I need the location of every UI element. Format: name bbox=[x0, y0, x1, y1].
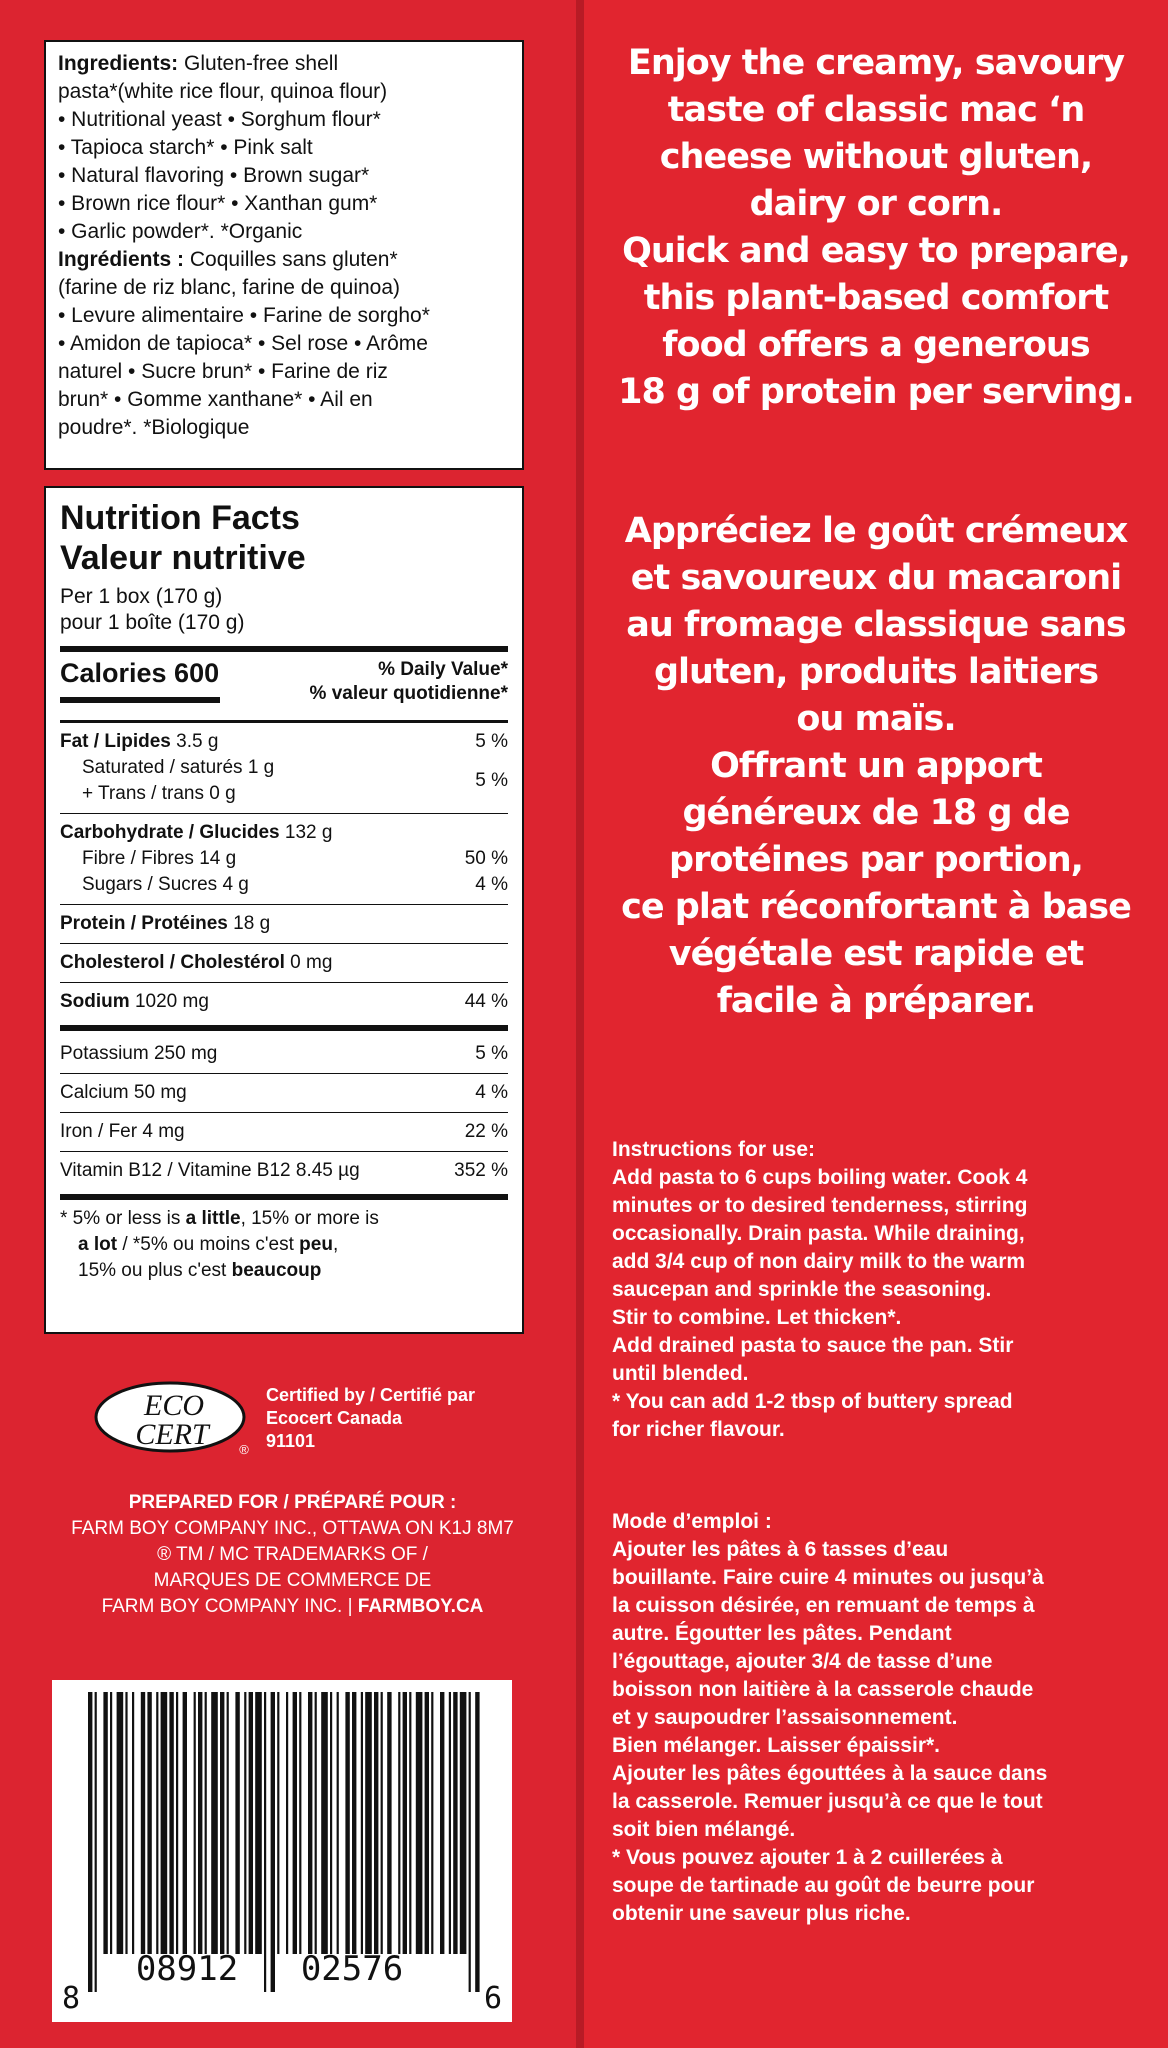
barcode-bar bbox=[315, 1692, 317, 1954]
barcode-bar bbox=[440, 1692, 444, 1954]
ingredients-box bbox=[44, 40, 524, 470]
fibre-label: Fibre / Fibres 14 g bbox=[82, 848, 237, 869]
barcode-bar bbox=[117, 1692, 124, 1954]
barcode-bar bbox=[205, 1692, 207, 1954]
calories-row bbox=[60, 658, 508, 720]
certification-text bbox=[266, 1384, 475, 1453]
instructions-en-title: Instructions for use: bbox=[612, 1138, 816, 1161]
instructions-line: soit bien mélangé. bbox=[612, 1818, 796, 1841]
box-fold bbox=[576, 0, 584, 2048]
fibre-dv: 50 % bbox=[464, 848, 508, 869]
nutrition-title-fr: Valeur nutritive bbox=[60, 539, 306, 577]
ingredients-fr-line: • Levure alimentaire • Farine de sorgho* bbox=[58, 304, 430, 327]
tagline-line: généreux de 18 g de bbox=[682, 793, 1070, 833]
cert-line: Ecocert Canada bbox=[266, 1408, 403, 1428]
tagline-line: ou maïs. bbox=[796, 699, 956, 739]
instructions-fr-title: Mode d’emploi : bbox=[612, 1510, 772, 1533]
barcode-bar bbox=[103, 1692, 107, 1954]
instructions-line: * Vous pouvez ajouter 1 à 2 cuillerées à bbox=[612, 1846, 1003, 1869]
daily-value-header bbox=[310, 658, 508, 706]
instructions-line: * You can add 1-2 tbsp of buttery spread bbox=[612, 1390, 1013, 1413]
iron-label: Iron / Fer 4 mg bbox=[60, 1121, 185, 1142]
carb-block bbox=[60, 814, 508, 904]
barcode-bar bbox=[286, 1692, 288, 1954]
fat-dv: 5 % bbox=[475, 731, 508, 752]
ingredients-en-line: • Nutritional yeast • Sorghum flour* bbox=[58, 108, 381, 131]
barcode-bar bbox=[176, 1692, 178, 1954]
prepared-line: ® TM / MC TRADEMARKS OF / bbox=[157, 1544, 428, 1565]
instructions-line: minutes or to desired tenderness, stirring bbox=[612, 1194, 1028, 1217]
nutrition-facts-table bbox=[44, 486, 524, 1334]
sugars-dv: 4 % bbox=[475, 874, 508, 895]
footnote-bold: peu bbox=[299, 1234, 333, 1255]
divider bbox=[60, 1194, 508, 1200]
ingredients-en-line: • Natural flavoring • Brown sugar* bbox=[58, 164, 370, 187]
prepared-heading: PREPARED FOR / PRÉPARÉ POUR : bbox=[128, 1492, 457, 1513]
barcode-bar bbox=[264, 1692, 266, 1992]
barcode-digit-left: 8 bbox=[62, 1981, 81, 2016]
tagline-line: au fromage classique sans bbox=[626, 605, 1126, 645]
barcode-bar bbox=[330, 1692, 332, 1954]
tagline-line: this plant-based comfort bbox=[643, 278, 1109, 318]
ecocert-logo-bottom: CERT bbox=[135, 1418, 209, 1451]
carb-amount: 132 g bbox=[284, 822, 333, 843]
nutrition-title-en: Nutrition Facts bbox=[60, 499, 300, 537]
dv-en: % Daily Value* bbox=[378, 659, 508, 680]
tagline-line: gluten, produits laitiers bbox=[653, 652, 1099, 692]
barcode-bar bbox=[337, 1692, 339, 1954]
barcode-bar bbox=[381, 1692, 383, 1954]
barcode-bar bbox=[194, 1692, 196, 1954]
tagline-line: Quick and easy to prepare, bbox=[622, 231, 1130, 271]
tagline-line: et savoureux du macaroni bbox=[630, 558, 1122, 598]
barcode-bar bbox=[361, 1692, 363, 1954]
instructions-line: Ajouter les pâtes à 6 tasses d’eau bbox=[612, 1538, 949, 1561]
prepared-line bbox=[20, 1594, 565, 1620]
barcode-digit-right: 6 bbox=[484, 1981, 503, 2016]
barcode-bar bbox=[409, 1692, 411, 1954]
calcium-row bbox=[60, 1074, 508, 1112]
barcode-bar bbox=[235, 1692, 239, 1954]
instructions-fr bbox=[612, 1508, 1152, 1928]
barcode-bar bbox=[147, 1692, 151, 1954]
prepared-for-block bbox=[20, 1490, 565, 1620]
ingredients-en-line: pasta*(white rice flour, quinoa flour) bbox=[58, 80, 388, 103]
footnote-bold: beaucoup bbox=[231, 1260, 322, 1281]
sugars-label: Sugars / Sucres 4 g bbox=[82, 874, 249, 895]
carb-label: Carbohydrate / Glucides bbox=[60, 822, 280, 843]
serving-size bbox=[60, 584, 508, 636]
fat-amount: 3.5 g bbox=[176, 731, 219, 752]
saturated-label: Saturated / saturés 1 g bbox=[82, 757, 275, 778]
sodium-dv: 44 % bbox=[464, 991, 508, 1012]
barcode-bar bbox=[255, 1692, 262, 1954]
calcium-dv: 4 % bbox=[475, 1082, 508, 1103]
ingredients-fr-line: • Amidon de tapioca* • Sel rose • Arôme bbox=[58, 332, 428, 355]
footnote-text: 15% ou plus c'est bbox=[78, 1260, 232, 1281]
ingredients-en-line: • Garlic powder*. *Organic bbox=[58, 220, 303, 243]
tagline-line: 18 g of protein per serving. bbox=[618, 372, 1134, 412]
ingredients-fr-line: brun* • Gomme xanthane* • Ail en bbox=[58, 388, 373, 411]
ecocert-logo-top: ECO bbox=[144, 1389, 204, 1422]
instructions-line: l’égouttage, ajouter 3/4 de tasse d’une bbox=[612, 1650, 993, 1673]
protein-label: Protein / Protéines bbox=[60, 913, 228, 934]
barcode-bar bbox=[244, 1692, 246, 1954]
iron-dv: 22 % bbox=[464, 1121, 508, 1142]
footnote-bold: a lot bbox=[78, 1234, 118, 1255]
footnote-text: , bbox=[332, 1234, 339, 1255]
instructions-line: et y saupoudrer l’assaisonnement. bbox=[612, 1706, 958, 1729]
ingredients-en-line: Gluten-free shell bbox=[184, 52, 339, 75]
saturated-dv: 5 % bbox=[475, 770, 508, 791]
barcode-graphic bbox=[52, 1680, 512, 2022]
ingredients-fr bbox=[58, 246, 510, 442]
barcode-bar bbox=[431, 1692, 433, 1954]
ingredients-fr-line: naturel • Sucre brun* • Farine de riz bbox=[58, 360, 388, 383]
instructions-line: saucepan and sprinkle the seasoning. bbox=[612, 1278, 992, 1301]
footnote-text: / *5% ou moins c'est bbox=[117, 1234, 300, 1255]
ingredients-fr-line: Coquilles sans gluten* bbox=[189, 248, 398, 271]
barcode-bar bbox=[374, 1692, 378, 1954]
iron-row bbox=[60, 1113, 508, 1151]
instructions-line: Stir to combine. Let thicken*. bbox=[612, 1306, 902, 1329]
barcode-bar bbox=[211, 1692, 218, 1954]
cert-line: Certified by / Certifié par bbox=[266, 1385, 476, 1405]
tagline-line: facile à préparer. bbox=[716, 981, 1036, 1021]
ingredients-en bbox=[58, 50, 510, 246]
ingredients-en-line: • Tapioca starch* • Pink salt bbox=[58, 136, 313, 159]
instructions-line: occasionally. Drain pasta. While draining, bbox=[612, 1222, 1025, 1245]
sodium-row bbox=[60, 983, 508, 1021]
cholesterol-label: Cholesterol / Cholestérol bbox=[60, 952, 285, 973]
instructions-line: Add pasta to 6 cups boiling water. Cook 4 bbox=[612, 1166, 1028, 1189]
ecocert-reg-mark: ® bbox=[239, 1442, 249, 1456]
ingredients-en-title: Ingredients: bbox=[58, 52, 179, 75]
instructions-line: la casserole. Remuer jusqu’à ce que le tout bbox=[612, 1790, 1043, 1813]
barcode-bar bbox=[321, 1692, 328, 1954]
potassium-dv: 5 % bbox=[475, 1043, 508, 1064]
barcode-bar bbox=[449, 1692, 451, 1954]
tagline-line: végétale est rapide et bbox=[668, 934, 1084, 974]
potassium-row bbox=[60, 1035, 508, 1073]
footnote-text: , 15% or more is bbox=[240, 1208, 379, 1229]
barcode-bar bbox=[95, 1692, 97, 1992]
daily-value-footnote bbox=[60, 1206, 508, 1284]
tagline-line: Offrant un apport bbox=[710, 746, 1042, 786]
instructions-line: soupe de tartinade au goût de beurre pour bbox=[612, 1874, 1035, 1897]
instructions-line: la cuisson désirée, en remuant de temps à bbox=[612, 1594, 1035, 1617]
instructions-line: autre. Égoutter les pâtes. Pendant bbox=[612, 1622, 952, 1645]
tagline-line: Appréciez le goût crémeux bbox=[624, 511, 1128, 551]
protein-row bbox=[60, 905, 508, 943]
barcode-bar bbox=[403, 1692, 407, 1954]
instructions-line: for richer flavour. bbox=[612, 1418, 785, 1441]
barcode-bars bbox=[88, 1692, 480, 1992]
tagline-fr bbox=[596, 508, 1156, 1025]
serving-en: Per 1 box (170 g) bbox=[60, 585, 223, 608]
cert-line: 91101 bbox=[266, 1431, 316, 1451]
instructions-line: until blended. bbox=[612, 1362, 749, 1385]
barcode-bar bbox=[453, 1692, 457, 1954]
serving-fr: pour 1 boîte (170 g) bbox=[60, 611, 245, 634]
calories-label: Calories 600 bbox=[60, 658, 220, 688]
ingredients-en-line: • Brown rice flour* • Xanthan gum* bbox=[58, 192, 378, 215]
barcode-bar bbox=[277, 1692, 279, 1954]
trans-label: + Trans / trans 0 g bbox=[82, 783, 236, 804]
ingredients-fr-line: poudre*. *Biologique bbox=[58, 416, 250, 439]
barcode-bar bbox=[475, 1692, 479, 1992]
b12-row bbox=[60, 1152, 508, 1190]
barcode-bar bbox=[387, 1692, 391, 1954]
barcode-group-1: 08912 bbox=[135, 1949, 239, 1989]
barcode-bar bbox=[183, 1692, 187, 1954]
barcode-group-2: 02576 bbox=[300, 1949, 404, 1989]
barcode-bar bbox=[141, 1692, 145, 1954]
cholesterol-row bbox=[60, 944, 508, 982]
barcode-bar bbox=[249, 1692, 253, 1954]
prepared-company: FARM BOY COMPANY INC. | bbox=[101, 1596, 358, 1617]
b12-label: Vitamin B12 / Vitamine B12 8.45 µg bbox=[60, 1160, 360, 1181]
barcode-bar bbox=[156, 1692, 158, 1954]
barcode-bar bbox=[88, 1692, 92, 1992]
barcode-bar bbox=[352, 1692, 356, 1954]
instructions-line: boisson non laitière à la casserole chaude bbox=[612, 1678, 1034, 1701]
tagline-en bbox=[596, 40, 1156, 416]
footnote-bold: a little bbox=[185, 1208, 241, 1229]
footnote-text: * 5% or less is bbox=[60, 1208, 186, 1229]
barcode-bar bbox=[220, 1692, 224, 1954]
barcode-bar bbox=[125, 1692, 127, 1954]
barcode-bar bbox=[365, 1692, 372, 1954]
tagline-line: protéines par portion, bbox=[669, 840, 1083, 880]
barcode-bar bbox=[299, 1692, 301, 1954]
prepared-website: FARMBOY.CA bbox=[357, 1596, 484, 1617]
barcode-bar bbox=[110, 1692, 112, 1954]
ecocert-logo bbox=[94, 1378, 254, 1456]
tagline-line: food offers a generous bbox=[662, 325, 1090, 365]
tagline-line: ce plat réconfortant à base bbox=[621, 887, 1131, 927]
barcode-bar bbox=[425, 1692, 429, 1954]
barcode-bar bbox=[169, 1692, 173, 1954]
barcode-bar bbox=[345, 1692, 349, 1954]
barcode-bar bbox=[132, 1692, 134, 1954]
instructions-line: bouillante. Faire cuire 4 minutes ou jusqu’à bbox=[612, 1566, 1044, 1589]
sodium-label: Sodium bbox=[60, 991, 130, 1012]
calories-bar bbox=[60, 697, 220, 703]
prepared-line: FARM BOY COMPANY INC., OTTAWA ON K1J 8M7 bbox=[71, 1518, 514, 1539]
prepared-line: MARQUES DE COMMERCE DE bbox=[153, 1570, 432, 1591]
sodium-amount: 1020 mg bbox=[134, 991, 209, 1012]
tagline-line: dairy or corn. bbox=[749, 184, 1003, 224]
barcode-bar bbox=[308, 1692, 312, 1954]
barcode-bar bbox=[227, 1692, 229, 1954]
tagline-line: cheese without gluten, bbox=[659, 137, 1093, 177]
instructions-line: Bien mélanger. Laisser épaissir*. bbox=[612, 1734, 941, 1757]
barcode-bar bbox=[198, 1692, 202, 1954]
dv-fr: % valeur quotidienne* bbox=[309, 683, 508, 704]
b12-dv: 352 % bbox=[454, 1160, 508, 1181]
barcode-bar bbox=[460, 1692, 467, 1954]
barcode bbox=[52, 1680, 512, 2022]
calcium-label: Calcium 50 mg bbox=[60, 1082, 187, 1103]
instructions-line: obtenir une saveur plus riche. bbox=[612, 1902, 911, 1925]
barcode-bar bbox=[469, 1692, 471, 1992]
divider bbox=[60, 646, 508, 652]
ingredients-fr-title: Ingrédients : bbox=[58, 248, 185, 271]
barcode-bar bbox=[398, 1692, 400, 1954]
instructions-line: Ajouter les pâtes égouttées à la sauce dans bbox=[612, 1762, 1048, 1785]
barcode-bar bbox=[293, 1692, 297, 1954]
tagline-line: Enjoy the creamy, savoury bbox=[627, 43, 1125, 83]
barcode-bar bbox=[161, 1692, 168, 1954]
ingredients-fr-line: (farine de riz blanc, farine de quinoa) bbox=[58, 276, 401, 299]
tagline-line: taste of classic mac ‘n bbox=[667, 90, 1085, 130]
instructions-line: add 3/4 cup of non dairy milk to the warm bbox=[612, 1250, 1026, 1273]
potassium-label: Potassium 250 mg bbox=[60, 1043, 218, 1064]
cholesterol-amount: 0 mg bbox=[290, 952, 333, 973]
barcode-bar bbox=[416, 1692, 423, 1954]
fat-block bbox=[60, 723, 508, 813]
barcode-bar bbox=[271, 1692, 275, 1992]
instructions-en bbox=[612, 1136, 1152, 1444]
protein-amount: 18 g bbox=[233, 913, 271, 934]
divider bbox=[60, 1025, 508, 1031]
instructions-line: Add drained pasta to sauce the pan. Stir bbox=[612, 1334, 1014, 1357]
fat-label: Fat / Lipides bbox=[60, 731, 171, 752]
